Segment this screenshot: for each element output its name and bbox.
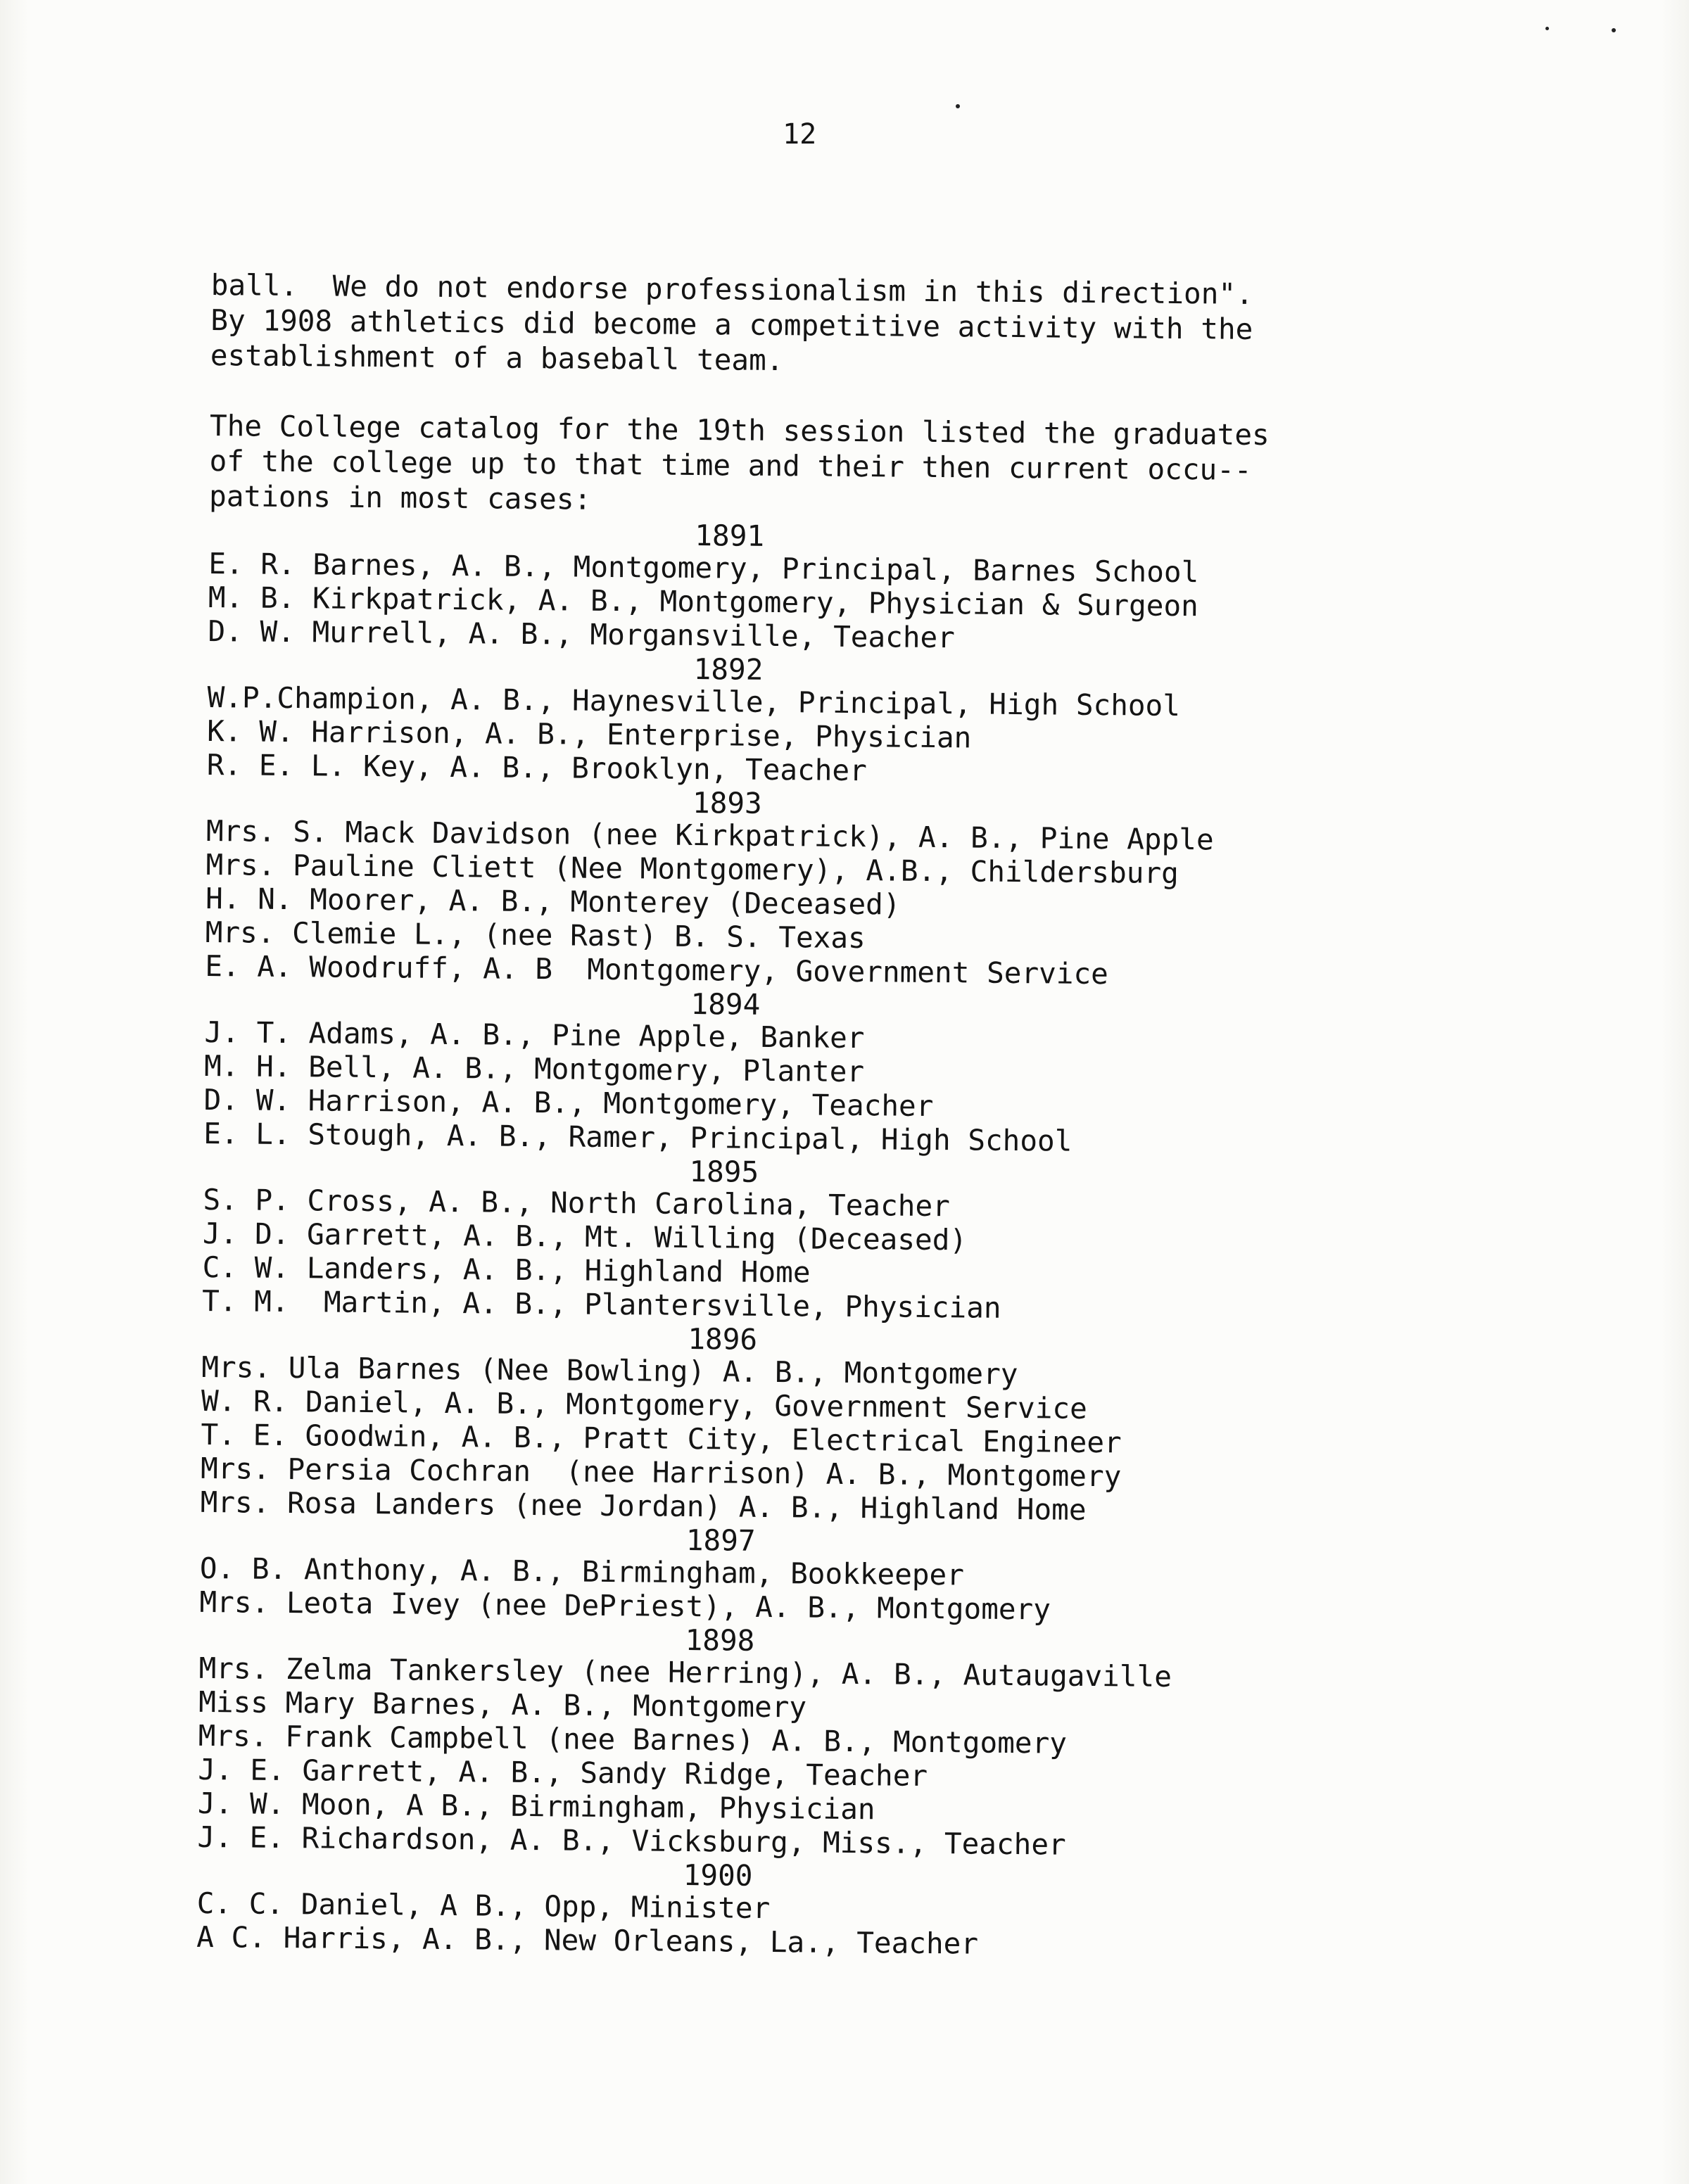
year-group <box>202 1150 1470 1328</box>
graduates-list <box>196 514 1476 1964</box>
graduate-entry: C. W. Landers, A. B., Highland Home <box>202 1250 811 1290</box>
paragraph <box>210 267 1478 384</box>
year-heading: 1896 <box>688 1321 758 1357</box>
ink-speck <box>956 104 960 108</box>
text-line: of the college up to that time and their then current occu-- <box>209 443 1252 487</box>
graduate-entry: E. L. Stough, A. B., Ramer, Principal, High School <box>203 1116 1073 1158</box>
ink-speck <box>1545 27 1549 30</box>
graduate-entry: A C. Harris, A. B., New Orleans, La., Teacher <box>196 1919 979 1961</box>
graduate-entry: M. B. Kirkpatrick, A. B., Montgomery, Physician & Surgeon <box>208 580 1199 623</box>
text-line: establishment of a baseball team. <box>210 338 784 378</box>
year-group <box>203 982 1472 1161</box>
graduate-entry: W.P.Champion, A. B., Haynesville, Principal, High School <box>207 680 1181 723</box>
year-heading: 1900 <box>683 1858 753 1893</box>
year-heading: 1895 <box>689 1154 759 1189</box>
graduate-entry: J. E. Garrett, A. B., Sandy Ridge, Teacher <box>198 1752 928 1793</box>
year-group <box>196 1853 1464 1964</box>
graduate-entry: Miss Mary Barnes, A. B., Montgomery <box>198 1684 807 1725</box>
year-group <box>208 514 1476 659</box>
year-group <box>205 781 1473 993</box>
year-heading: 1894 <box>690 986 761 1022</box>
paragraph <box>209 408 1476 525</box>
graduate-entry: J. T. Adams, A. B., Pine Apple, Banker <box>204 1015 865 1055</box>
year-heading: 1897 <box>685 1523 756 1558</box>
graduate-entry: D. W. Murrell, A. B., Morgansville, Teacher <box>208 614 956 655</box>
graduate-entry: Mrs. Persia Cochran (nee Harrison) A. B., Montgomery <box>200 1451 1122 1494</box>
year-heading: 1891 <box>695 519 765 553</box>
graduate-entry: T. M. Martin, A. B., Plantersville, Physician <box>201 1283 1001 1325</box>
year-group <box>200 1317 1468 1530</box>
year-heading: 1898 <box>685 1623 755 1658</box>
graduate-entry: T. E. Goodwin, A. B., Pratt City, Electrical Engineer <box>201 1417 1122 1460</box>
graduate-entry: Mrs. Ula Barnes (Nee Bowling) A. B., Montgomery <box>201 1350 1018 1392</box>
graduate-entry: K. W. Harrison, A. B., Enterprise, Physician <box>207 713 972 755</box>
graduate-entry: Mrs. Frank Campbell (nee Barnes) A. B., Montgomery <box>198 1718 1068 1760</box>
page-number: 12 <box>783 118 817 151</box>
graduate-entry: J. W. Moon, A B., Birmingham, Physician <box>197 1786 875 1827</box>
graduate-entry: D. W. Harrison, A. B., Montgomery, Teacher <box>203 1082 934 1124</box>
year-group <box>199 1518 1467 1630</box>
graduate-entry: Mrs. S. Mack Davidson (nee Kirkpatrick), A. B., Pine Apple <box>205 813 1214 857</box>
graduate-entry: Mrs. Clemie L., (nee Rast) B. S. Texas <box>205 915 866 956</box>
graduate-entry: E. R. Barnes, A. B., Montgomery, Principal, Barnes School <box>208 546 1199 590</box>
graduate-entry: C. C. Daniel, A B., Opp, Minister <box>196 1886 771 1926</box>
graduate-entry: R. E. L. Key, A. B., Brooklyn, Teacher <box>206 747 868 788</box>
year-group <box>207 647 1475 792</box>
graduate-entry: J. D. Garrett, A. B., Mt. Willing (Deceased) <box>202 1216 968 1257</box>
graduate-entry: H. N. Moorer, A. B., Monterey (Deceased) <box>205 881 901 922</box>
graduate-entry: O. B. Anthony, A. B., Birmingham, Bookkeeper <box>199 1551 965 1592</box>
graduate-entry: Mrs. Pauline Cliett (Nee Montgomery), A.B., Childersburg <box>205 847 1179 891</box>
year-heading: 1893 <box>692 785 762 820</box>
text-line: The College catalog for the 19th session listed the graduates <box>209 408 1270 452</box>
graduate-entry: M. H. Bell, A. B., Montgomery, Planter <box>203 1048 865 1089</box>
text-line: ball. We do not endorse professionalism in this direction". <box>210 267 1253 311</box>
ink-speck <box>1612 28 1616 32</box>
graduate-entry: W. R. Daniel, A. B., Montgomery, Government Service <box>201 1383 1087 1426</box>
graduate-entry: Mrs. Rosa Landers (nee Jordan) A. B., Highland Home <box>200 1485 1087 1527</box>
graduate-entry: J. E. Richardson, A. B., Vicksburg, Miss., Teacher <box>197 1820 1066 1862</box>
document-body <box>196 267 1478 1964</box>
text-line: pations in most cases: <box>208 478 592 516</box>
year-heading: 1892 <box>693 652 764 687</box>
graduate-entry: E. A. Woodruff, A. B Montgomery, Government Service <box>205 948 1109 991</box>
year-group <box>197 1618 1466 1865</box>
graduate-entry: Mrs. Leota Ivey (nee DePriest), A. B., Montgomery <box>199 1585 1051 1627</box>
graduate-entry: S. P. Cross, A. B., North Carolina, Teacher <box>203 1182 951 1224</box>
graduate-entry: Mrs. Zelma Tankersley (nee Herring), A. B., Autaugaville <box>198 1651 1172 1694</box>
text-line: By 1908 athletics did become a competitive activity with the <box>210 303 1253 346</box>
